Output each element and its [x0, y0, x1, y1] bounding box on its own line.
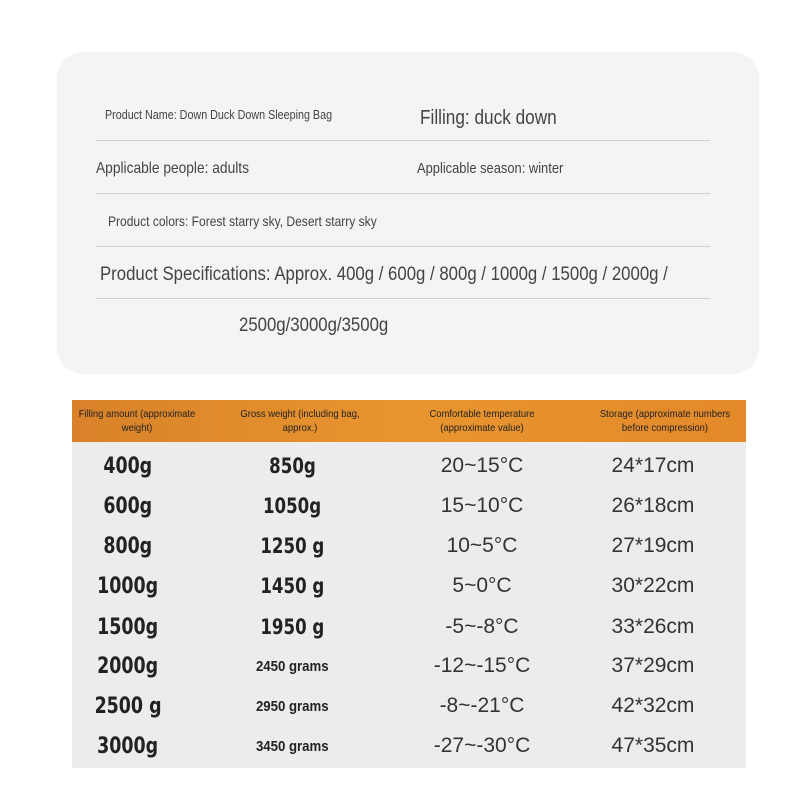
divider — [96, 246, 710, 247]
comfortable-temperature: -27~-30°C — [433, 734, 531, 757]
product-specifications-continued: 2500g/3000g/3500g — [239, 314, 389, 336]
gross-weight: 3450 grams — [255, 737, 329, 755]
filling-amount: 2500 g — [94, 693, 162, 719]
storage-size: 42*32cm — [611, 694, 695, 717]
filling-amount: 1500g — [97, 614, 159, 640]
gross-weight: 2950 grams — [255, 697, 329, 715]
header-gross-weight: Gross weight (including bag, approx.) — [240, 408, 360, 434]
header-comfortable-temperature: Comfortable temperature (approximate value) — [429, 408, 535, 434]
table-row — [72, 726, 746, 766]
table-row — [72, 486, 746, 526]
divider — [96, 298, 710, 299]
table-row — [72, 646, 746, 686]
header-filling-amount: Filling amount (approximate weight) — [78, 408, 196, 434]
table-header — [72, 400, 746, 442]
gross-weight: 850g — [268, 454, 316, 478]
table-row — [72, 566, 746, 606]
table-row — [72, 526, 746, 566]
divider — [96, 140, 710, 141]
storage-size: 24*17cm — [611, 454, 695, 477]
storage-size: 27*19cm — [611, 534, 695, 557]
filling-amount: 600g — [103, 493, 153, 519]
header-storage: Storage (approximate numbers before compression) — [599, 408, 731, 434]
gross-weight: 1950 g — [260, 615, 324, 639]
filling-amount: 2000g — [97, 653, 159, 679]
product-name: Product Name: Down Duck Down Sleeping Bag — [105, 108, 333, 122]
divider — [96, 193, 710, 194]
comfortable-temperature: 10~5°C — [446, 534, 518, 557]
comfortable-temperature: -5~-8°C — [445, 615, 519, 638]
storage-size: 37*29cm — [611, 654, 695, 677]
storage-size: 33*26cm — [611, 615, 695, 638]
product-colors: Product colors: Forest starry sky, Desert starry sky — [108, 213, 377, 229]
gross-weight: 1250 g — [260, 534, 324, 558]
storage-size: 26*18cm — [611, 494, 695, 517]
filling-amount: 400g — [103, 453, 153, 479]
gross-weight: 1050g — [262, 494, 322, 518]
table-row — [72, 446, 746, 486]
filling-amount: 800g — [103, 533, 153, 559]
gross-weight: 2450 grams — [255, 657, 329, 675]
applicable-season: Applicable season: winter — [417, 160, 564, 177]
table-row — [72, 607, 746, 647]
comfortable-temperature: 20~15°C — [440, 454, 524, 477]
product-specifications: Product Specifications: Approx. 400g / 600g / 800g / 1000g / 1500g / 2000g / — [100, 263, 668, 285]
filling-amount: 3000g — [97, 733, 159, 759]
storage-size: 47*35cm — [611, 734, 695, 757]
spec-table — [72, 400, 746, 768]
filling-amount: 1000g — [97, 573, 159, 599]
comfortable-temperature: -8~-21°C — [439, 694, 525, 717]
filling: Filling: duck down — [420, 107, 557, 129]
storage-size: 30*22cm — [611, 574, 695, 597]
comfortable-temperature: 5~0°C — [452, 574, 512, 597]
gross-weight: 1450 g — [260, 574, 324, 598]
comfortable-temperature: -12~-15°C — [433, 654, 531, 677]
comfortable-temperature: 15~10°C — [440, 494, 524, 517]
table-row — [72, 686, 746, 726]
applicable-people: Applicable people: adults — [96, 160, 249, 177]
